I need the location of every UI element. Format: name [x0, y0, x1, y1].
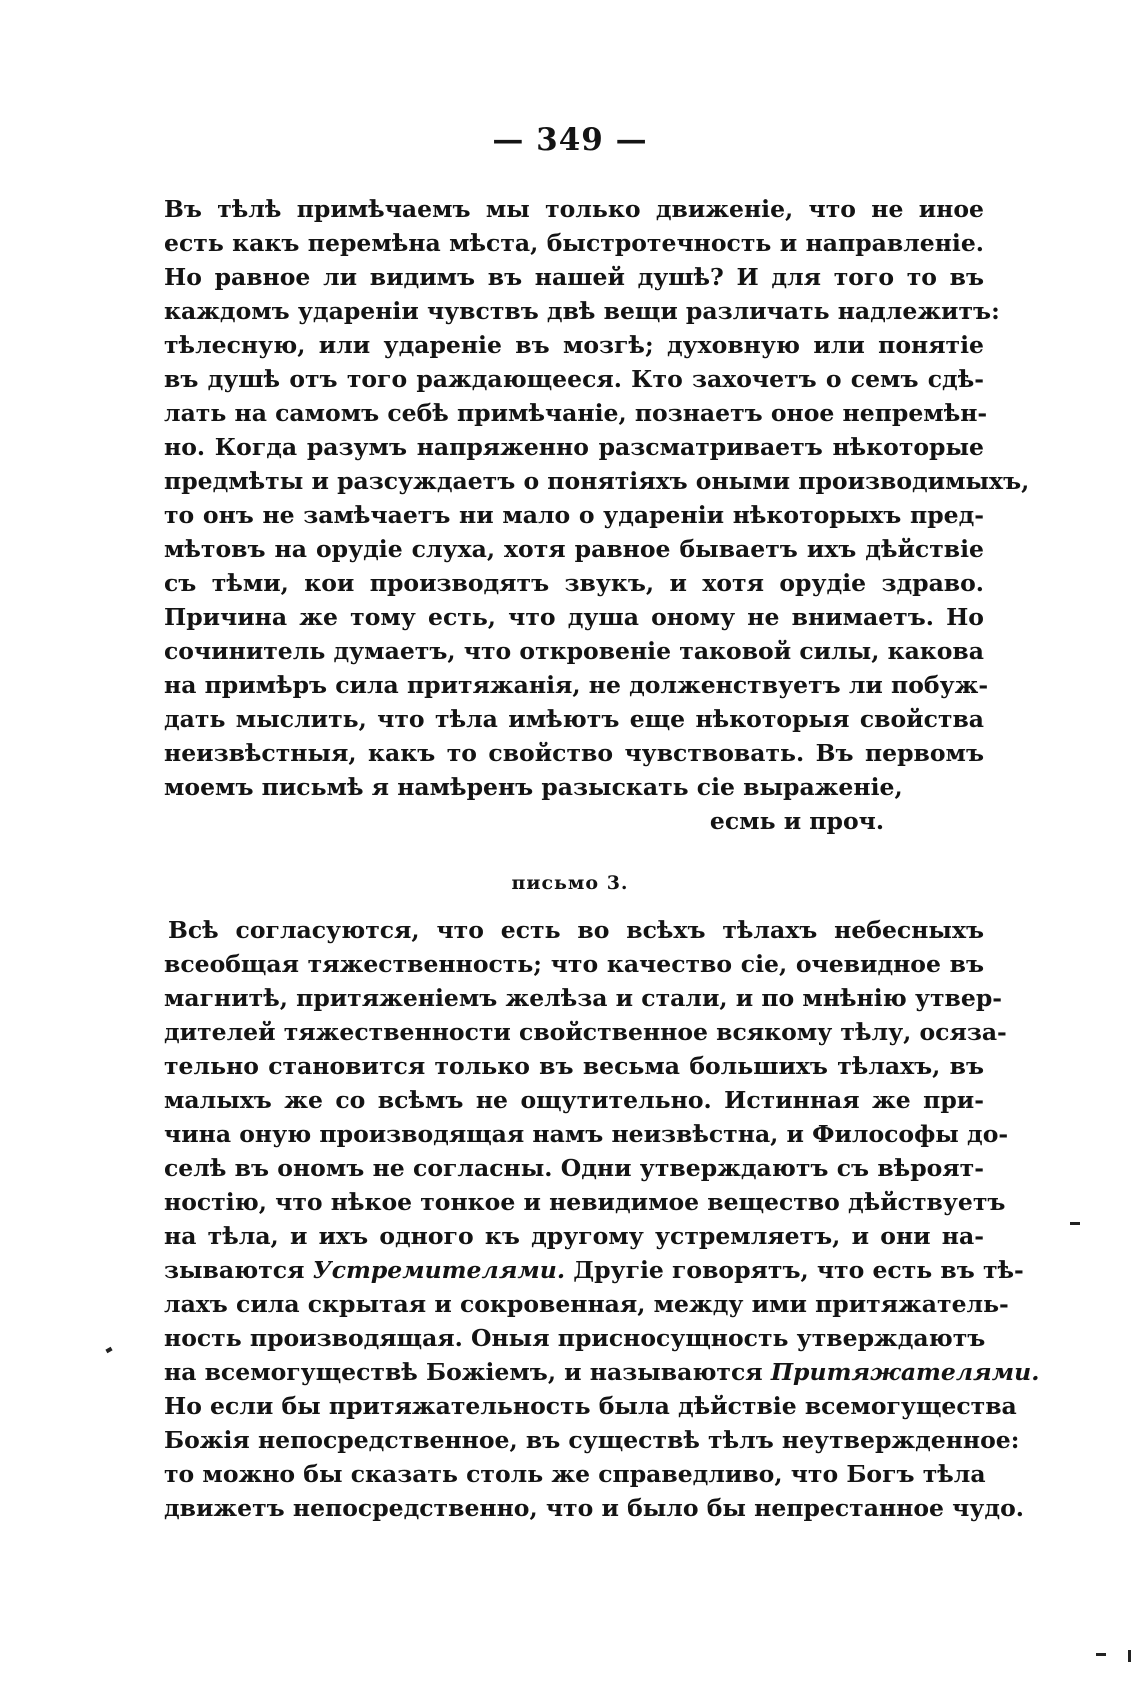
- text-line: Но если бы притяжательность была дѣйствіе всемогущества: [164, 1392, 1017, 1420]
- text-line: Причина же тому есть, что душа оному не внимаетъ. Но: [164, 603, 984, 631]
- text-line: ность производящая. Оныя присносущность утверждаютъ: [164, 1324, 986, 1352]
- text-line: дать мыслить, что тѣла имѣютъ еще нѣкоторыя свойства: [164, 705, 984, 733]
- text-segment: на всемогуществѣ Божіемъ, и называются: [164, 1358, 771, 1386]
- text-line: но. Когда разумъ напряженно разсматриваетъ нѣкоторые: [164, 433, 984, 461]
- text-line: на примѣръ сила притяжанія, не долженствуетъ ли побуж-: [164, 671, 989, 699]
- italic-term-ustremiteli: Устремителями.: [312, 1256, 566, 1284]
- text-line: дителей тяжественности свойственное всякому тѣлу, осяза-: [164, 1018, 1007, 1046]
- text-line: неизвѣстныя, какъ то свойство чувствовать. Въ первомъ: [164, 739, 984, 767]
- text-line: то можно бы сказать столь же справедливо, что Богъ тѣла: [164, 1460, 986, 1488]
- text-line: чина оную производящая намъ неизвѣстна, и Философы до-: [164, 1120, 1009, 1148]
- letter-signoff: есмь и проч.: [709, 807, 884, 835]
- text-line: Божія непосредственное, въ существѣ тѣлъ неутвержденное:: [164, 1426, 1020, 1454]
- text-line: магнитѣ, притяженіемъ желѣза и стали, и по мнѣнію утвер-: [164, 984, 1003, 1012]
- text-line: ностію, что нѣкое тонкое и невидимое вещество дѣйствуетъ: [164, 1188, 1006, 1216]
- text-line: въ душѣ отъ того раждающееся. Кто захочетъ о семъ сдѣ-: [164, 365, 984, 393]
- italic-term-prityazhateli: Притяжателями.: [770, 1358, 1040, 1386]
- text-line: тѣлесную, или удареніе въ мозгѣ; духовную или понятіе: [164, 331, 984, 359]
- text-line: сочинитель думаетъ, что откровеніе таковой силы, какова: [164, 637, 984, 665]
- text-line: лать на самомъ себѣ примѣчаніе, познаетъ оное непремѣн-: [164, 399, 988, 427]
- text-line: каждомъ удареніи чувствъ двѣ вещи различать надлежитъ:: [164, 297, 1000, 325]
- text-line: Но равное ли видимъ въ нашей душѣ? И для того то въ: [164, 263, 984, 291]
- scan-speck: [1096, 1653, 1106, 1656]
- scan-speck: [1128, 1650, 1131, 1662]
- text-line: [164, 1355, 1040, 1389]
- text-segment: зываются: [164, 1256, 313, 1284]
- scan-speck: [1070, 1222, 1080, 1225]
- text-line: тельно становится только въ весьма большихъ тѣлахъ, въ: [164, 1052, 984, 1080]
- text-segment: Другіе говорятъ, что есть въ тѣ-: [565, 1256, 1024, 1284]
- text-line: есть какъ перемѣна мѣста, быстротечность и направленіе.: [164, 229, 984, 257]
- scan-speck: [105, 1347, 112, 1353]
- text-line: [164, 1253, 1024, 1287]
- letter-3-paragraph: [164, 913, 1040, 1525]
- letter-2-ending-paragraph: [164, 192, 1030, 838]
- text-line: всеобщая тяжественность; что качество сіе, очевидное въ: [164, 950, 984, 978]
- text-line: съ тѣми, кои производятъ звукъ, и хотя орудіе здраво.: [164, 569, 984, 597]
- text-line: моемъ письмѣ я намѣренъ разыскать сіе выраженіе,: [164, 773, 903, 801]
- text-line: селѣ въ ономъ не согласны. Одни утверждаютъ съ вѣроят-: [164, 1154, 984, 1182]
- text-line: на тѣла, и ихъ одного къ другому устремляетъ, и они на-: [164, 1222, 984, 1250]
- text-line: то онъ не замѣчаетъ ни мало о удареніи нѣкоторыхъ пред-: [164, 501, 984, 529]
- text-line: мѣтовъ на орудіе слуха, хотя равное бываетъ ихъ дѣйствіе: [164, 535, 984, 563]
- text-line: Въ тѣлѣ примѣчаемъ мы только движеніе, что не иное: [164, 195, 984, 223]
- page-number: — 349 —: [492, 122, 648, 158]
- text-line: малыхъ же со всѣмъ не ощутительно. Истинная же при-: [164, 1086, 984, 1114]
- text-line: лахъ сила скрытая и сокровенная, между ими притяжатель-: [164, 1290, 1009, 1318]
- text-line: движетъ непосредственно, что и было бы непрестанное чудо.: [164, 1494, 1024, 1522]
- text-line: Всѣ согласуются, что есть во всѣхъ тѣлахъ небесныхъ: [168, 916, 984, 944]
- letter-heading: письмо 3.: [511, 872, 629, 894]
- text-line: предмѣты и разсуждаетъ о понятіяхъ оными производимыхъ,: [164, 467, 1030, 495]
